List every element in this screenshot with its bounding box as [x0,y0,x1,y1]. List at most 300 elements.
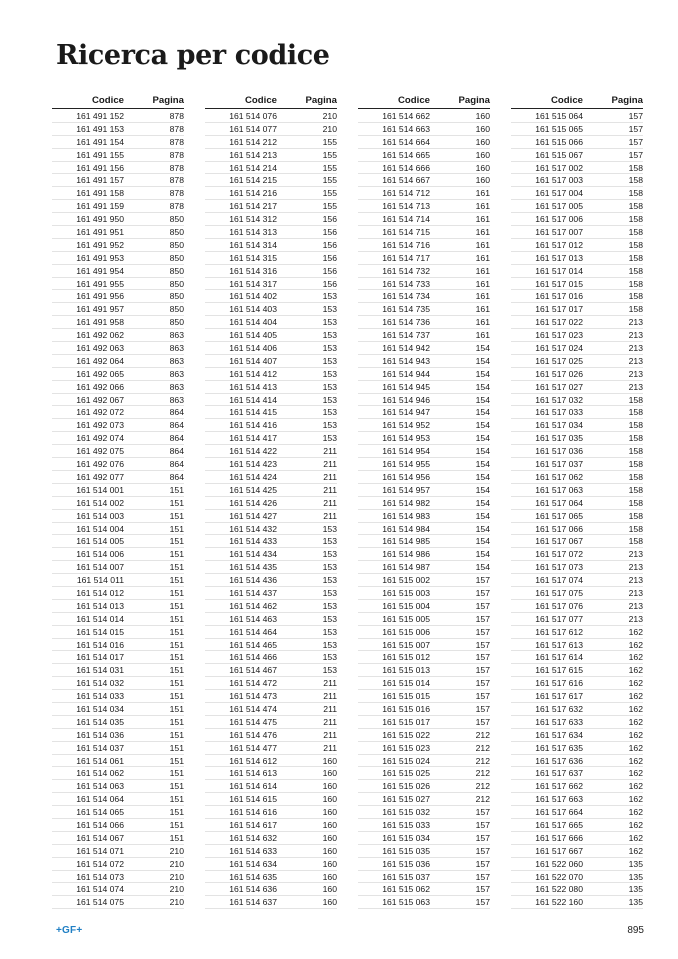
page-cell: 878 [169,111,184,121]
code-cell: 161 514 427 [229,510,277,521]
code-cell: 161 514 012 [76,587,124,598]
table-row [358,484,490,497]
page-cell: 863 [169,394,184,405]
page-cell: 161 [475,291,490,302]
table-row [358,213,490,226]
table-header [205,92,337,109]
table-row [205,600,337,613]
code-cell: 161 514 737 [382,330,430,341]
page-cell: 210 [169,897,184,908]
table-row [358,162,490,175]
code-cell: 161 514 422 [229,446,277,457]
table-row [52,381,184,394]
code-cell: 161 514 416 [229,420,277,431]
page-cell: 211 [323,459,337,470]
code-cell: 161 517 016 [535,291,583,302]
table-row [358,664,490,677]
code-cell: 161 514 952 [382,420,430,431]
page-cell: 161 [475,317,490,328]
page-cell: 160 [322,807,337,818]
code-cell: 161 491 158 [76,188,124,199]
table-row [205,355,337,368]
code-cell: 161 517 632 [535,703,583,714]
table-row [358,639,490,652]
table-row [358,265,490,278]
page-cell: 151 [169,639,184,650]
page-cell: 153 [322,523,337,534]
table-row [358,651,490,664]
code-cell: 161 491 950 [76,214,124,225]
table-row [205,149,337,162]
code-cell: 161 514 636 [229,884,277,895]
code-cell: 161 517 026 [535,368,583,379]
page-cell: 212 [475,794,490,805]
code-cell: 161 517 633 [535,716,583,727]
table-row [205,703,337,716]
table-row [52,613,184,626]
page-cell: 850 [169,291,184,302]
table-row [358,716,490,729]
page-cell: 213 [628,613,643,624]
table-row [511,767,643,780]
page-cell: 160 [475,111,490,121]
code-cell: 161 514 405 [229,330,277,341]
code-cell: 161 517 073 [535,562,583,573]
code-cell: 161 517 013 [535,252,583,263]
table-row [52,858,184,871]
code-cell: 161 514 665 [382,149,430,160]
code-cell: 161 491 956 [76,291,124,302]
page-cell: 157 [628,111,643,121]
page-cell: 153 [322,407,337,418]
page-cell: 162 [628,845,643,856]
code-cell: 161 514 942 [382,343,430,354]
code-cell: 161 515 034 [382,832,430,843]
code-cell: 161 514 944 [382,368,430,379]
code-cell: 161 492 064 [76,355,124,366]
table-row [511,806,643,819]
code-cell: 161 522 070 [535,871,583,882]
table-row [52,149,184,162]
code-cell: 161 517 033 [535,407,583,418]
code-cell: 161 514 426 [229,497,277,508]
page-cell: 154 [475,407,490,418]
page-cell: 161 [475,265,490,276]
page-cell: 864 [169,433,184,444]
code-cell: 161 514 076 [229,111,277,121]
table-row [52,471,184,484]
page-cell: 158 [628,484,643,495]
table-column-3 [358,92,490,909]
code-cell: 161 517 635 [535,742,583,753]
page-cell: 864 [169,407,184,418]
page-cell: 210 [169,858,184,869]
page-cell: 158 [628,304,643,315]
table-row [52,664,184,677]
page-cell: 153 [322,665,337,676]
table-row [205,368,337,381]
code-cell: 161 514 633 [229,845,277,856]
table-row [52,600,184,613]
code-cell: 161 514 735 [382,304,430,315]
table-row [511,394,643,407]
code-cell: 161 514 061 [76,755,124,766]
code-cell: 161 514 956 [382,471,430,482]
table-row [511,329,643,342]
page-cell: 160 [475,123,490,134]
table-row [205,252,337,265]
code-cell: 161 514 075 [76,897,124,908]
code-cell: 161 492 074 [76,433,124,444]
table-row [52,174,184,187]
code-cell: 161 514 415 [229,407,277,418]
code-cell: 161 515 027 [382,794,430,805]
code-cell: 161 514 015 [76,626,124,637]
code-cell: 161 514 667 [382,175,430,186]
page-cell: 160 [322,819,337,830]
table-row [358,406,490,419]
code-cell: 161 517 637 [535,768,583,779]
table-header [52,92,184,109]
page-cell: 162 [628,716,643,727]
page-cell: 160 [475,149,490,160]
page-cell: 162 [628,742,643,753]
table-row [205,677,337,690]
table-row [511,187,643,200]
table-row [511,664,643,677]
code-cell: 161 491 952 [76,239,124,250]
page-cell: 157 [475,665,490,676]
table-row [358,690,490,703]
code-cell: 161 515 065 [535,123,583,134]
page-cell: 864 [169,471,184,482]
page-cell: 154 [475,484,490,495]
code-cell: 161 515 063 [382,897,430,908]
page-cell: 158 [628,265,643,276]
table-row [511,419,643,432]
table-column-2 [205,92,337,909]
page-cell: 154 [475,355,490,366]
code-cell: 161 515 064 [535,111,583,121]
table-row [205,329,337,342]
table-row [511,213,643,226]
table-row [358,342,490,355]
table-row [511,845,643,858]
page-cell: 151 [169,665,184,676]
table-row [52,793,184,806]
page-cell: 154 [475,368,490,379]
table-row [358,767,490,780]
code-cell: 161 517 034 [535,420,583,431]
page-cell: 213 [628,381,643,392]
page-cell: 878 [169,149,184,160]
table-row [205,484,337,497]
page-cell: 162 [628,691,643,702]
code-cell: 161 514 957 [382,484,430,495]
table-row [511,703,643,716]
code-cell: 161 491 954 [76,265,124,276]
code-cell: 161 514 713 [382,201,430,212]
page-cell: 212 [475,781,490,792]
table-row [358,419,490,432]
table-row [511,871,643,884]
table-row [52,394,184,407]
page-cell: 864 [169,459,184,470]
page-cell: 154 [475,497,490,508]
page-cell: 160 [322,845,337,856]
page-cell: 158 [628,214,643,225]
table-row [511,535,643,548]
code-cell: 161 515 036 [382,858,430,869]
table-row [52,587,184,600]
page-cell: 135 [628,897,643,908]
page-cell: 211 [323,742,337,753]
table-row [511,574,643,587]
page-cell: 157 [475,652,490,663]
code-cell: 161 491 953 [76,252,124,263]
table-row [205,639,337,652]
page-cell: 156 [322,214,337,225]
page-cell: 154 [475,420,490,431]
table-column-1 [52,92,184,909]
table-row [52,162,184,175]
table-row [511,639,643,652]
page-cell: 153 [322,613,337,624]
page-cell: 850 [169,239,184,250]
code-cell: 161 517 022 [535,317,583,328]
code-cell: 161 491 154 [76,136,124,147]
code-cell: 161 514 064 [76,794,124,805]
table-row [511,381,643,394]
table-row [205,780,337,793]
code-cell: 161 514 634 [229,858,277,869]
page-cell: 153 [322,652,337,663]
table-row [511,832,643,845]
page-cell: 157 [475,716,490,727]
page-cell: 850 [169,265,184,276]
code-cell: 161 522 080 [535,884,583,895]
header-code: Codice [245,95,277,106]
page-cell: 212 [475,755,490,766]
table-header [511,92,643,109]
page-cell: 158 [628,239,643,250]
table-row [511,458,643,471]
page-cell: 151 [169,832,184,843]
code-cell: 161 491 957 [76,304,124,315]
code-cell: 161 492 073 [76,420,124,431]
table-row [52,355,184,368]
page-cell: 155 [322,188,337,199]
table-row [205,406,337,419]
page-cell: 162 [628,832,643,843]
table-row [205,200,337,213]
table-row [511,510,643,523]
code-cell: 161 514 066 [76,819,124,830]
page-cell: 863 [169,343,184,354]
code-cell: 161 491 156 [76,162,124,173]
table-row [511,123,643,136]
page-cell: 157 [628,149,643,160]
code-cell: 161 514 632 [229,832,277,843]
table-row [205,819,337,832]
table-row [205,226,337,239]
table-row [52,819,184,832]
table-row [205,136,337,149]
table-row [511,368,643,381]
table-row [52,278,184,291]
page-cell: 863 [169,368,184,379]
code-cell: 161 517 667 [535,845,583,856]
code-cell: 161 514 712 [382,188,430,199]
table-row [52,200,184,213]
page-cell: 158 [628,510,643,521]
table-row [52,445,184,458]
page-cell: 158 [628,523,643,534]
table-row [52,845,184,858]
table-row [52,832,184,845]
code-cell: 161 491 152 [76,111,124,121]
table-row [205,381,337,394]
page-cell: 153 [322,536,337,547]
code-cell: 161 514 071 [76,845,124,856]
page-cell: 153 [322,355,337,366]
table-row [52,677,184,690]
page-cell: 157 [475,639,490,650]
table-row [52,806,184,819]
code-cell: 161 514 014 [76,613,124,624]
code-cell: 161 522 160 [535,897,583,908]
code-cell: 161 514 031 [76,665,124,676]
code-cell: 161 492 063 [76,343,124,354]
code-cell: 161 492 066 [76,381,124,392]
table-row [511,742,643,755]
code-cell: 161 514 947 [382,407,430,418]
page-cell: 157 [475,884,490,895]
code-cell: 161 515 022 [382,729,430,740]
page-cell: 154 [475,536,490,547]
table-row [205,755,337,768]
page-cell: 154 [475,510,490,521]
code-cell: 161 517 664 [535,807,583,818]
table-row [358,729,490,742]
code-cell: 161 514 463 [229,613,277,624]
table-row [205,574,337,587]
code-cell: 161 514 007 [76,562,124,573]
page-cell: 157 [475,678,490,689]
page-cell: 158 [628,433,643,444]
table-row [205,690,337,703]
page-cell: 153 [322,394,337,405]
code-cell: 161 517 062 [535,471,583,482]
table-row [52,767,184,780]
page-cell: 211 [323,497,337,508]
page-cell: 156 [322,239,337,250]
page-cell: 151 [169,549,184,560]
table-row [358,200,490,213]
table-row [205,716,337,729]
page-cell: 213 [628,317,643,328]
table-row [205,162,337,175]
table-row [511,445,643,458]
table-row [511,729,643,742]
page-cell: 212 [475,742,490,753]
table-row [511,613,643,626]
page-cell: 158 [628,175,643,186]
page-cell: 162 [628,729,643,740]
code-cell: 161 517 617 [535,691,583,702]
code-cell: 161 517 002 [535,162,583,173]
table-row [52,265,184,278]
page-cell: 160 [322,781,337,792]
page-cell: 157 [475,845,490,856]
table-row [511,265,643,278]
code-cell: 161 514 717 [382,252,430,263]
page-cell: 157 [475,691,490,702]
code-cell: 161 515 035 [382,845,430,856]
code-cell: 161 514 955 [382,459,430,470]
page-cell: 155 [322,136,337,147]
table-row [52,136,184,149]
page-cell: 151 [169,691,184,702]
code-cell: 161 515 005 [382,613,430,624]
page-cell: 211 [323,729,337,740]
page-cell: 211 [323,678,337,689]
table-row [358,574,490,587]
table-row [358,896,490,909]
table-row [358,510,490,523]
table-row [358,845,490,858]
page-cell: 210 [169,884,184,895]
code-cell: 161 514 982 [382,497,430,508]
page-cell: 156 [322,252,337,263]
code-cell: 161 517 072 [535,549,583,560]
table-row [205,626,337,639]
table-row [511,110,643,123]
code-cell: 161 514 666 [382,162,430,173]
code-cell: 161 517 665 [535,819,583,830]
page-cell: 151 [169,562,184,573]
table-row [358,174,490,187]
table-row [52,213,184,226]
table-row [205,471,337,484]
table-row [205,110,337,123]
table-row [52,742,184,755]
page-cell: 157 [475,858,490,869]
page-cell: 153 [322,420,337,431]
table-row [511,677,643,690]
code-cell: 161 514 003 [76,510,124,521]
page-cell: 151 [169,626,184,637]
code-cell: 161 517 014 [535,265,583,276]
code-cell: 161 514 434 [229,549,277,560]
page-cell: 155 [322,175,337,186]
page-cell: 160 [322,832,337,843]
table-row [358,252,490,265]
code-cell: 161 515 066 [535,136,583,147]
code-cell: 161 514 473 [229,691,277,702]
table-row [511,316,643,329]
table-row [358,600,490,613]
code-cell: 161 517 612 [535,626,583,637]
table-row [52,239,184,252]
table-row [511,716,643,729]
table-row [358,303,490,316]
code-cell: 161 514 954 [382,446,430,457]
page-cell: 153 [322,562,337,573]
code-cell: 161 514 613 [229,768,277,779]
page-cell: 151 [169,755,184,766]
page-cell: 162 [628,626,643,637]
